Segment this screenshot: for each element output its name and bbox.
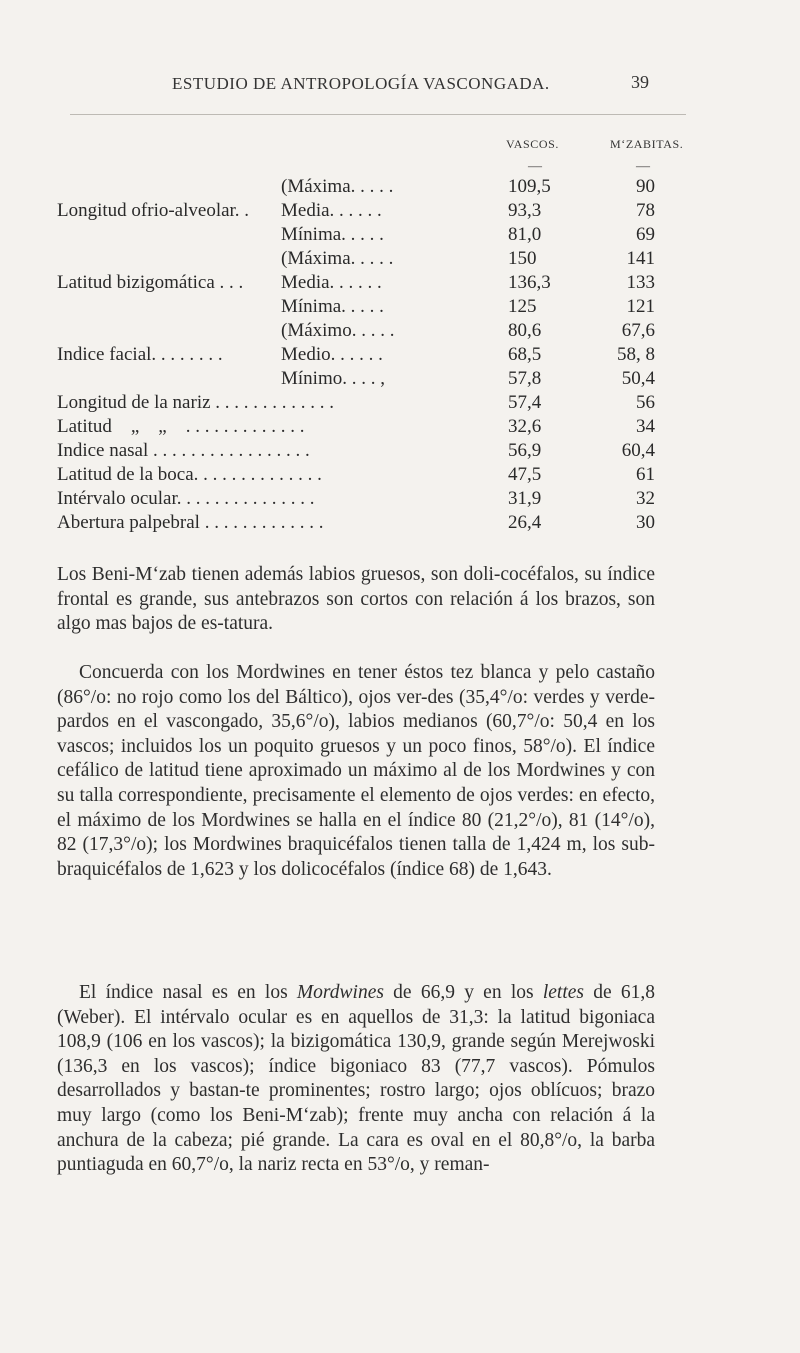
row-label: Abertura palpebral . . . . . . . . . . . . . [57,512,324,533]
paragraph-text: de 61,8 (Weber). El intérvalo ocular es en aquellos de 31,3: la latitud bigoniaca 108,9 (106 en los vascos); la bizigomática 130,9, grande según Merejwoski (136,3 en los vascos); índice bigoniaco 83 (77,7 vascos). Pómulos desarrollados y bastan-te prominentes; rostro largo; ojos oblícuos; brazo muy largo (como los Beni-M‘zab); frente muy ancha con relación á la anchura de la cabeza; pié grande. La cara es oval en el 80,8°/o, la barba puntiaguda en 60,7°/o, la nariz recta en 53°/o, y reman- [57,982,655,1176]
row-label: Longitud ofrio-alveolar. . [57,200,250,221]
table-row [0,343,800,367]
value-mzabitas: 133 [626,272,655,293]
column-header-vascos: VASCOS. [506,137,560,151]
value-mzabitas: 78 [636,200,655,221]
value-vascos: 47,5 [508,464,542,485]
paragraph-text: de 66,9 y en los [383,982,543,1003]
table-row [0,319,800,343]
table-row [0,367,800,391]
value-mzabitas: 61 [636,464,655,485]
body-paragraph: Concuerda con los Mordwines en tener éstos tez blanca y pelo castaño (86°/o: no rojo como los del Báltico), ojos ver-des (35,4°/o: verdes y verde-pardos en el vascongado, 35,6°/o), labios medianos (60,7°/o: 50,4 en los vascos; incluidos los un poquito gruesos y un poco finos, 58°/o). El índice cefálico de latitud tiene aproximado un máximo al de los Mordwines y con su talla correspondiente, precisamente el elemento de ojos verdes: en efecto, el máximo de los Mordwines se halla en el índice 80 (21,2°/o), 81 (14°/o), 82 (17,3°/o); los Mordwines braquicéfalos tienen talla de 1,424 m, los sub-braquicéfalos de 1,623 y los dolicocéfalos (índice 68) de 1,643. [57,662,655,880]
body-paragraph [57,981,655,1178]
table-row [0,175,800,199]
value-mzabitas: 58, 8 [617,344,655,365]
running-title: ESTUDIO DE ANTROPOLOGÍA VASCONGADA. [172,74,550,93]
paragraph-text: El índice nasal es en los [79,982,297,1003]
row-sublabel: Mínima. . . . . [281,296,384,317]
table-row [0,295,800,319]
row-label: Indice nasal . . . . . . . . . . . . . . . . . [57,440,310,461]
row-label: Latitud bizigomática . . . [57,272,244,293]
value-mzabitas: 90 [636,176,655,197]
table-row [0,487,800,511]
italic-term: lettes [542,982,584,1003]
row-sublabel: Medio. . . . . . [281,344,383,365]
row-label: Intérvalo ocular. . . . . . . . . . . . . . . [57,488,315,509]
value-vascos: 68,5 [508,344,542,365]
table-row [0,511,800,535]
row-sublabel: (Máxima. . . . . [281,176,394,197]
row-sublabel: (Máximo. . . . . [281,320,395,341]
page-number: 39 [631,72,649,92]
body-paragraph: Los Beni-M‘zab tienen además labios gruesos, son doli-cocéfalos, su índice frontal es grande, sus antebrazos son cortos con relación á los brazos, son algo mas bajos de es-tatura. [57,564,655,635]
value-mzabitas: 50,4 [621,368,655,389]
table-row [0,247,800,271]
column-dash-vascos: — [528,159,542,174]
row-sublabel: Media. . . . . . [281,272,382,293]
table-row [0,271,800,295]
row-label: Latitud „ „ . . . . . . . . . . . . . [57,416,305,437]
value-vascos: 31,9 [508,488,542,509]
table-row [0,223,800,247]
table-row [0,439,800,463]
value-mzabitas: 60,4 [621,440,655,461]
row-label: Latitud de la boca. . . . . . . . . . . . . . [57,464,322,485]
row-sublabel: Mínima. . . . . [281,224,384,245]
italic-term: Mordwines [296,982,384,1003]
table-row [0,391,800,415]
value-mzabitas: 56 [636,392,655,413]
value-vascos: 81,0 [508,224,542,245]
value-vascos: 56,9 [508,440,542,461]
row-sublabel: (Máxima. . . . . [281,248,394,269]
value-vascos: 57,8 [508,368,542,389]
row-sublabel: Media. . . . . . [281,200,382,221]
value-vascos: 125 [508,296,537,317]
value-vascos: 150 [508,248,537,269]
table-row [0,463,800,487]
row-label: Indice facial. . . . . . . . [57,344,223,365]
table-row [0,199,800,223]
value-vascos: 32,6 [508,416,542,437]
value-mzabitas: 34 [636,416,655,437]
value-mzabitas: 141 [626,248,655,269]
row-label: Longitud de la nariz . . . . . . . . . . . . . [57,392,335,413]
value-vascos: 26,4 [508,512,542,533]
value-vascos: 136,3 [508,272,551,293]
value-vascos: 57,4 [508,392,542,413]
table-row [0,415,800,439]
value-mzabitas: 30 [636,512,655,533]
value-vascos: 80,6 [508,320,542,341]
column-header-mzabitas: M‘ZABITAS. [610,137,684,151]
value-vascos: 109,5 [508,176,551,197]
row-sublabel: Mínimo. . . . , [281,368,385,389]
value-mzabitas: 67,6 [621,320,655,341]
value-mzabitas: 69 [636,224,655,245]
value-mzabitas: 121 [626,296,655,317]
column-dash-mzabitas: — [636,159,650,174]
value-mzabitas: 32 [636,488,655,509]
value-vascos: 93,3 [508,200,542,221]
